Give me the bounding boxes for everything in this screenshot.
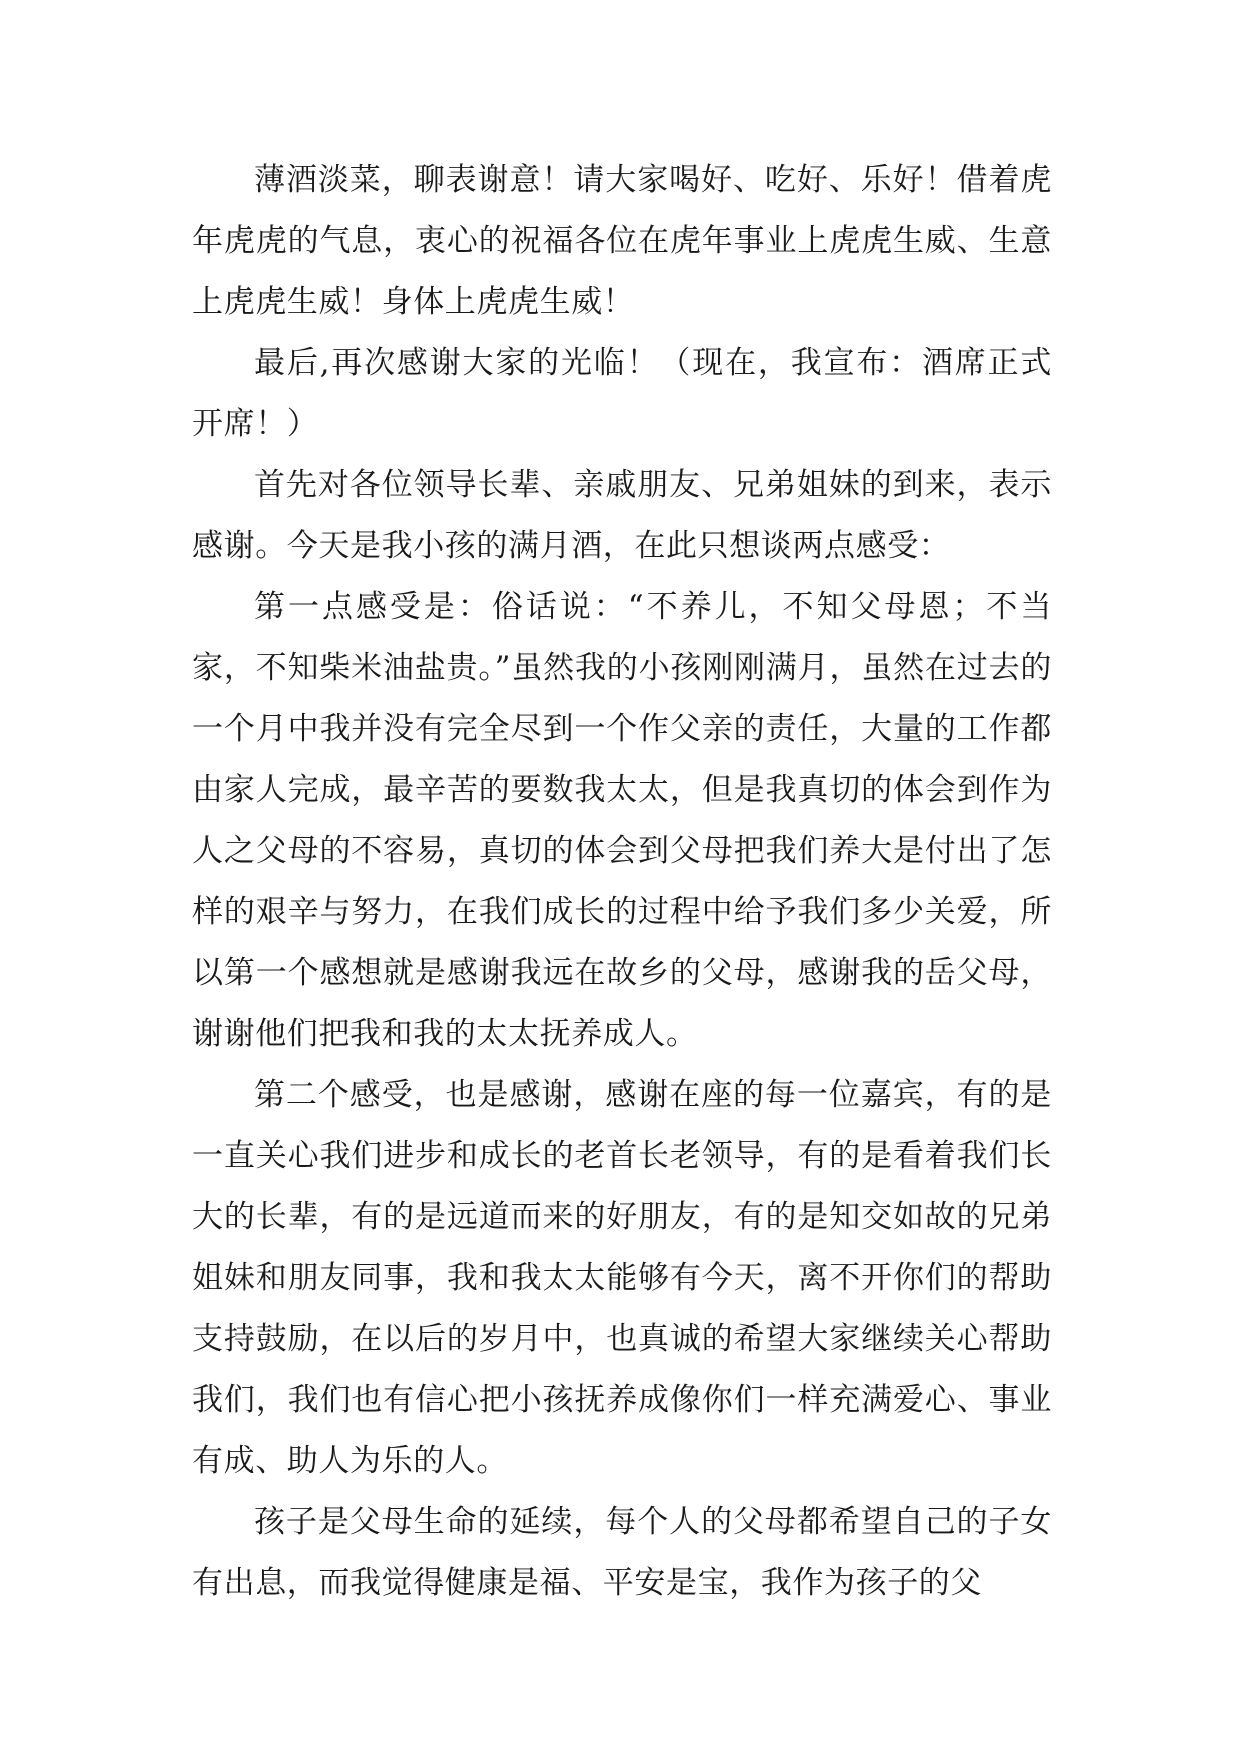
document-body xyxy=(192,150,1052,1614)
paragraph-second-feeling: 第二个感受，也是感谢，感谢在座的每一位嘉宾，有的是一直关心我们进步和成长的老首长老领导，有的是看着我们长大的长辈，有的是远道而来的好朋友，有的是知交如故的兄弟姐妹和朋友同事，我和我太太能够有今天，离不开你们的帮助支持鼓励，在以后的岁月中，也真诚的希望大家继续关心帮助我们，我们也有信心把小孩抚养成像你们一样充满爱心、事业有成、助人为乐的人。 xyxy=(192,1077,1052,1479)
paragraph-first-feeling: 第一点感受是：俗话说：“不养儿，不知父母恩；不当家，不知柴米油盐贵。”虽然我的小孩刚刚满月，虽然在过去的一个月中我并没有完全尽到一个作父亲的责任，大量的工作都由家人完成，最辛苦的要数我太太，但是我真切的体会到作为人之父母的不容易，真切的体会到父母把我们养大是付出了怎样的艰辛与努力，在我们成长的过程中给予我们多少关爱，所以第一个感想就是感谢我远在故乡的父母，感谢我的岳父母，谢谢他们把我和我的太太抚养成人。 xyxy=(192,589,1052,1052)
paragraph-opening-thanks: 首先对各位领导长辈、亲戚朋友、兄弟姐妹的到来，表示感谢。今天是我小孩的满月酒，在此只想谈两点感受： xyxy=(192,467,1052,564)
paragraph-closing-thanks: 最后,再次感谢大家的光临！（现在，我宣布：酒席正式开席！） xyxy=(192,345,1052,442)
paragraph-toast-wishes: 薄酒淡菜，聊表谢意！请大家喝好、吃好、乐好！借着虎年虎虎的气息，衷心的祝福各位在虎年事业上虎虎生威、生意上虎虎生威！身体上虎虎生威！ xyxy=(192,162,1052,320)
paragraph-child-continuation: 孩子是父母生命的延续，每个人的父母都希望自己的子女有出息，而我觉得健康是福、平安是宝，我作为孩子的父 xyxy=(192,1504,1052,1601)
